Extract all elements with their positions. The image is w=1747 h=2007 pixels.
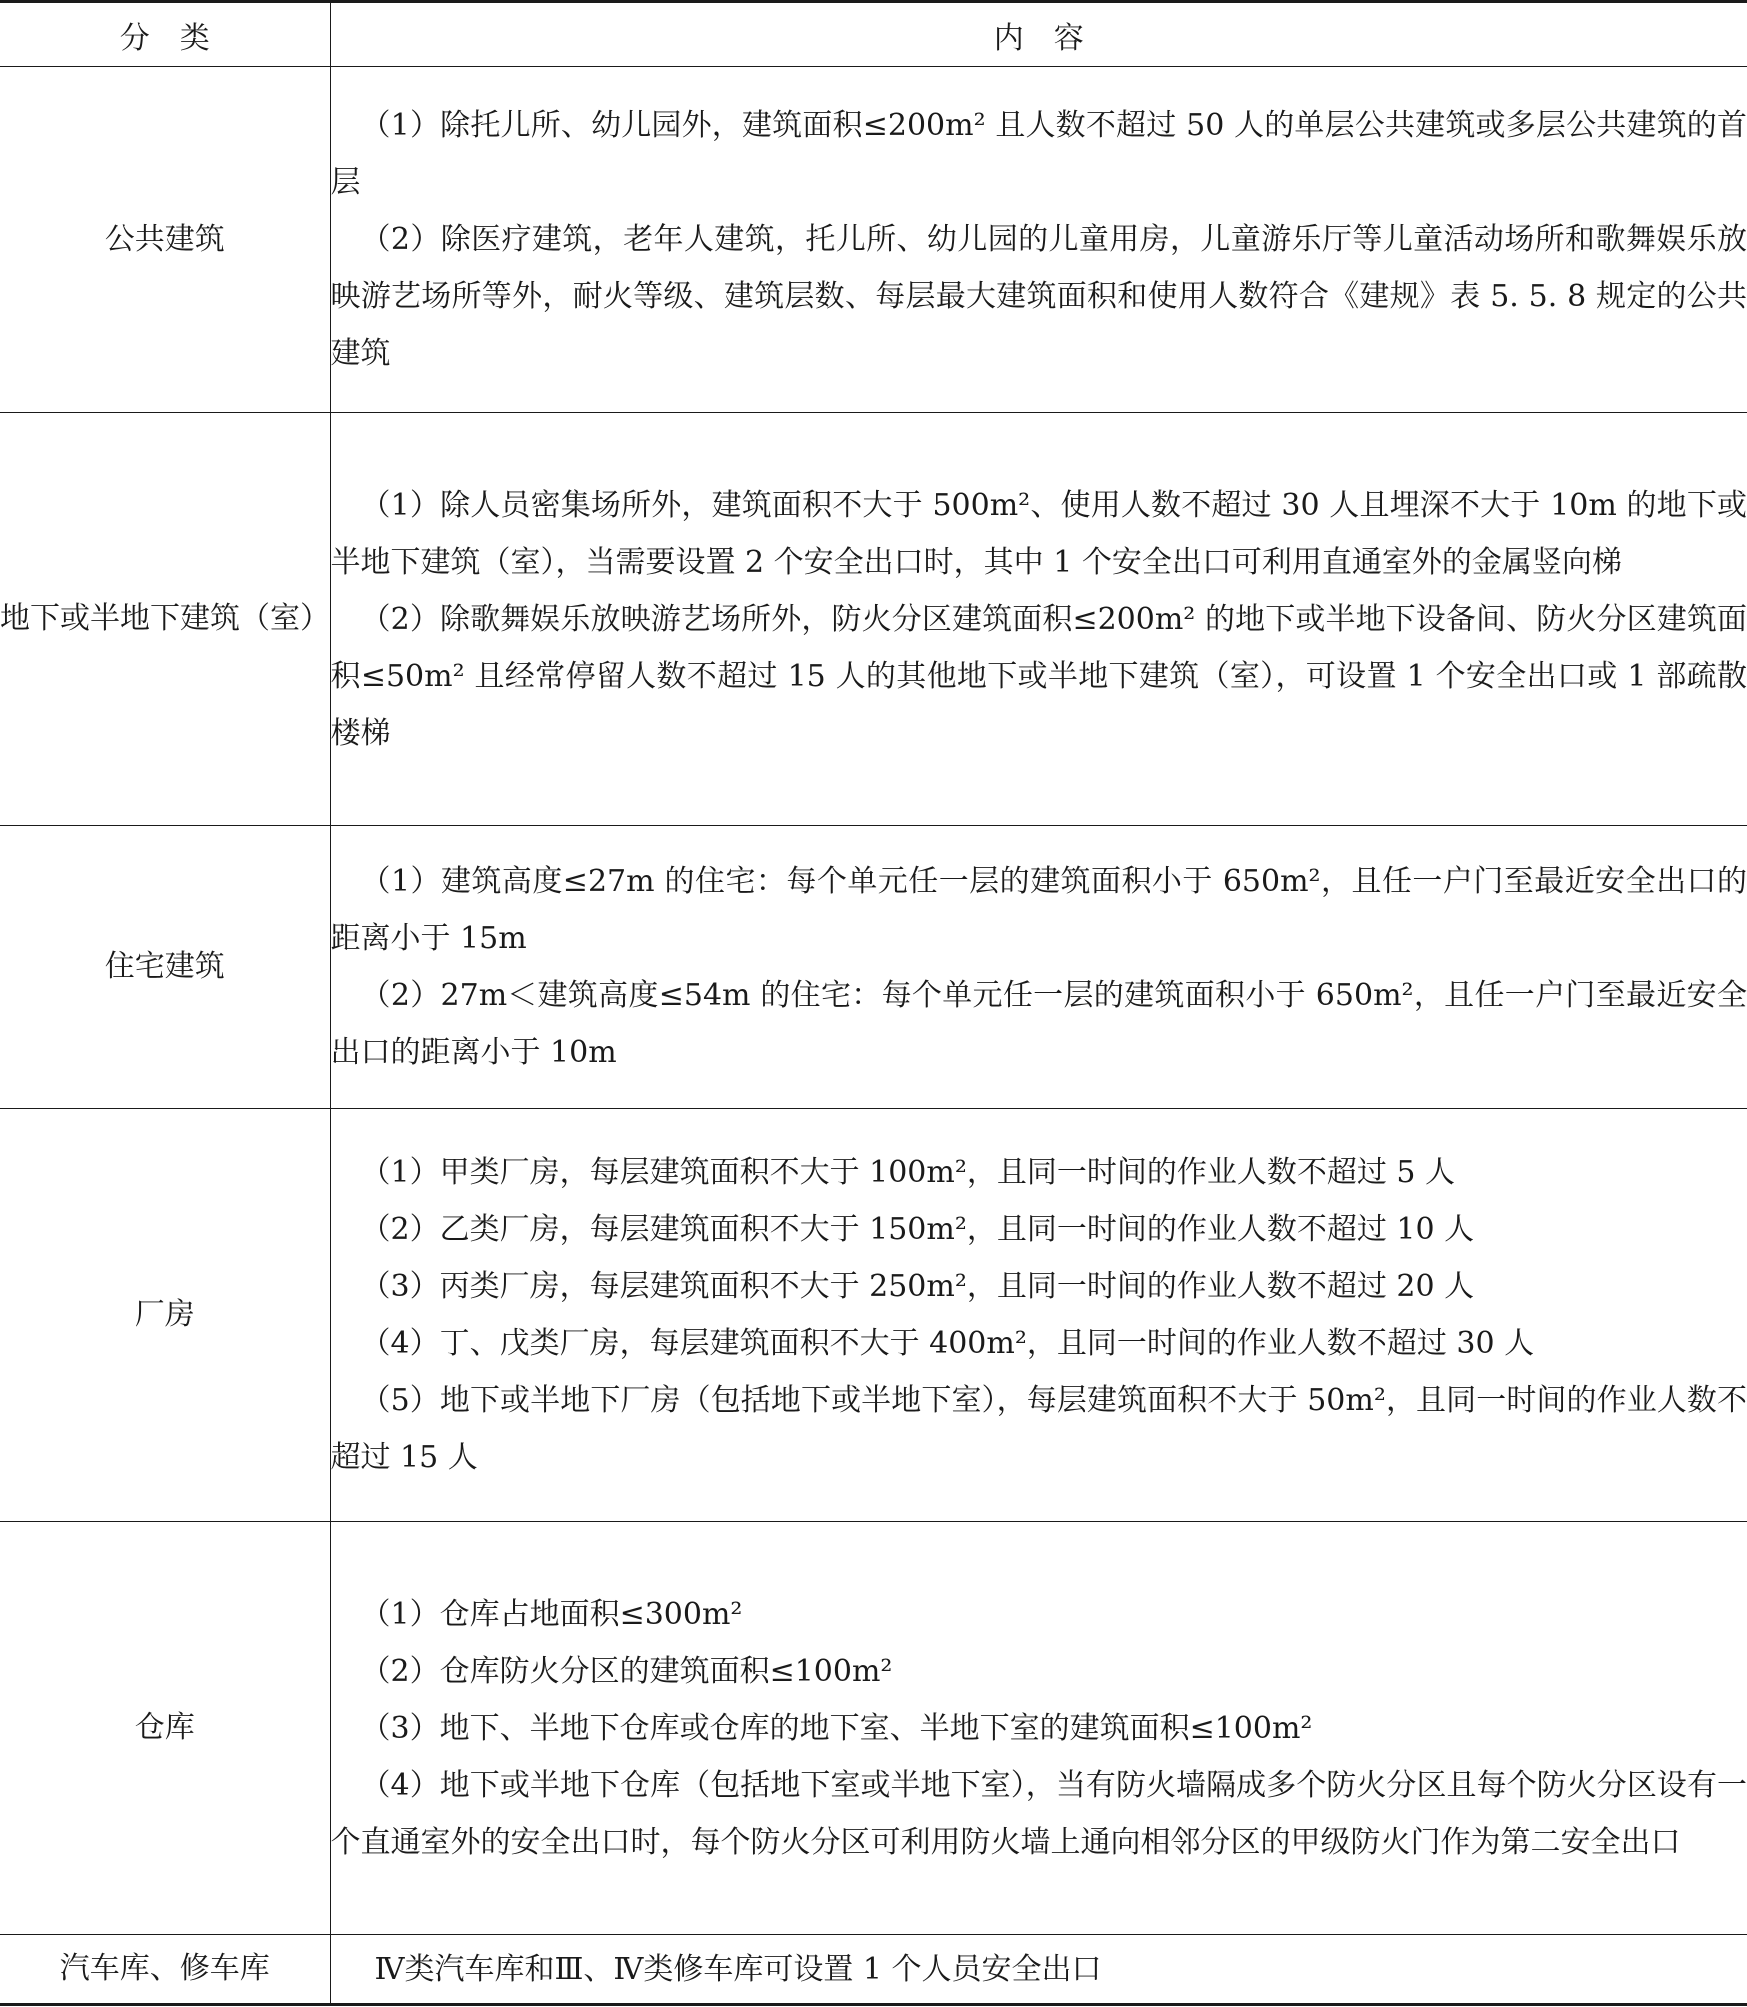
list-item: （2）除医疗建筑，老年人建筑，托儿所、幼儿园的儿童用房，儿童游乐厅等儿童活动场所和歌舞娱乐放映游艺场所等外，耐火等级、建筑层数、每层最大建筑面积和使用人数符合《建规》表 5. 5. 8 规定的公共建筑 xyxy=(330,222,1747,371)
list-item: （5）地下或半地下厂房（包括地下或半地下室），每层建筑面积不大于 50m²，且同一时间的作业人数不超过 15 人 xyxy=(330,1383,1747,1475)
category-cell: 仓库 xyxy=(0,1522,330,1935)
list-item: （2）除歌舞娱乐放映游艺场所外，防火分区建筑面积≤200m² 的地下或半地下设备间、防火分区建筑面积≤50m² 且经常停留人数不超过 15 人的其他地下或半地下建筑（室），可设置 1 个安全出口或 1 部疏散楼梯 xyxy=(330,601,1747,751)
header-category: 分类 xyxy=(0,2,330,67)
table-row xyxy=(0,1522,1747,1935)
list-item: （2）仓库防火分区的建筑面积≤100m² xyxy=(360,1653,893,1689)
list-item: （2）乙类厂房，每层建筑面积不大于 150m²，且同一时间的作业人数不超过 10 人 xyxy=(360,1212,1475,1247)
list-item: （1）除人员密集场所外，建筑面积不大于 500m²、使用人数不超过 30 人且埋深不大于 10m 的地下或半地下建筑（室），当需要设置 2 个安全出口时，其中 1 个安全出口可利用直通室外的金属竖向梯 xyxy=(330,487,1747,580)
content-cell xyxy=(330,1522,1747,1935)
list-item: （3）地下、半地下仓库或仓库的地下室、半地下室的建筑面积≤100m² xyxy=(360,1710,1313,1746)
content-cell xyxy=(330,67,1747,413)
list-item: （4）地下或半地下仓库（包括地下室或半地下室），当有防火墙隔成多个防火分区且每个防火分区设有一个直通室外的安全出口时，每个防火分区可利用防火墙上通向相邻分区的甲级防火门作为第二安全出口 xyxy=(330,1767,1747,1860)
list-item: （3）丙类厂房，每层建筑面积不大于 250m²，且同一时间的作业人数不超过 20 人 xyxy=(360,1269,1475,1304)
table-row xyxy=(0,826,1747,1109)
table-row xyxy=(0,1109,1747,1522)
list-item: （1）除托儿所、幼儿园外，建筑面积≤200m² 且人数不超过 50 人的单层公共建筑或多层公共建筑的首层 xyxy=(330,108,1747,200)
list-item: Ⅳ类汽车库和Ⅲ、Ⅳ类修车库可设置 1 个人员安全出口 xyxy=(374,1951,1102,1987)
list-item: （1）仓库占地面积≤300m² xyxy=(360,1596,743,1632)
content-cell xyxy=(330,826,1747,1109)
category-cell: 厂房 xyxy=(0,1109,330,1522)
content-cell xyxy=(330,1935,1747,2005)
table-row xyxy=(0,67,1747,413)
category-cell: 住宅建筑 xyxy=(0,826,330,1109)
table-header-row xyxy=(0,2,1747,67)
list-item: （1）甲类厂房，每层建筑面积不大于 100m²，且同一时间的作业人数不超过 5 人 xyxy=(360,1155,1456,1190)
content-cell xyxy=(330,1109,1747,1522)
category-cell: 地下或半地下建筑（室） xyxy=(0,413,330,826)
category-cell: 汽车库、修车库 xyxy=(0,1935,330,2005)
category-cell: 公共建筑 xyxy=(0,67,330,413)
header-content: 内容 xyxy=(330,2,1747,67)
table-row xyxy=(0,413,1747,826)
table-row xyxy=(0,1935,1747,2005)
content-cell xyxy=(330,413,1747,826)
list-item: （4）丁、戊类厂房，每层建筑面积不大于 400m²，且同一时间的作业人数不超过 30 人 xyxy=(360,1326,1535,1361)
list-item: （2）27m＜建筑高度≤54m 的住宅：每个单元任一层的建筑面积小于 650m²，且任一户门至最近安全出口的距离小于 10m xyxy=(330,978,1747,1070)
list-item: （1）建筑高度≤27m 的住宅：每个单元任一层的建筑面积小于 650m²，且任一户门至最近安全出口的距离小于 15m xyxy=(330,864,1747,956)
